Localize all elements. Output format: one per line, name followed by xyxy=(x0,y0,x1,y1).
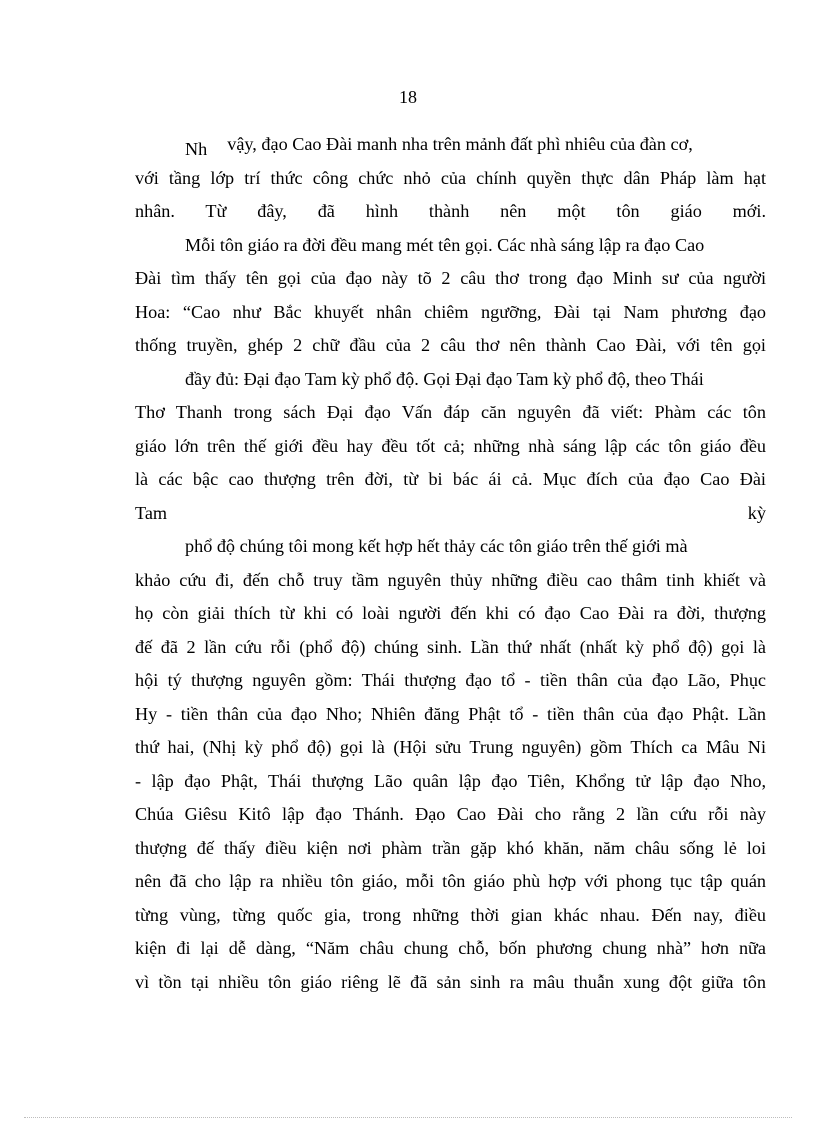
text-line: thứ hai, (Nhị kỳ phổ độ) gọi là (Hội sửu Trung nguyên) gồm Thích ca Mâu Ni xyxy=(135,737,766,757)
text-line: phổ độ chúng tôi mong kết hợp hết thảy các tôn giáo trên thế giới mà xyxy=(185,536,688,556)
text-line: Mỗi tôn giáo ra đời đều mang mét tên gọi. Các nhà sáng lập ra đạo Cao xyxy=(185,234,705,255)
text-line: Hoa: “Cao như Bắc khuyết nhân chiêm ngưỡng, Đài tại Nam phương đạo xyxy=(135,301,766,322)
page-number: 18 xyxy=(399,87,417,107)
text-line: thống truyền, ghép 2 chữ đầu của 2 câu thơ nên thành Cao Đài, với tên gọi xyxy=(135,335,766,355)
text-line: với tầng lớp trí thức công chức nhỏ của chính quyền thực dân Pháp làm hạt xyxy=(135,167,766,188)
text-fragment: vậy, đạo Cao Đài manh nha trên mảnh đất phì nhiêu của đàn cơ, xyxy=(227,134,693,154)
text-line: họ còn giải thích từ khi có loài người đến khi có đạo Cao Đài ra đời, thượng xyxy=(135,603,766,623)
page-bottom-divider xyxy=(24,1117,792,1118)
text-line: Hy - tiền thân của đạo Nho; Nhiên đăng Phật tổ - tiền thân của đạo Phật. Lần xyxy=(135,703,766,724)
text-line: hội tý thượng nguyên gồm: Thái thượng đạo tổ - tiền thân của đạo Lão, Phục xyxy=(135,670,766,690)
text-line: đầy đủ: Đại đạo Tam kỳ phổ độ. Gọi Đại đạo Tam kỳ phổ độ, theo Thái xyxy=(185,368,704,389)
text-fragment: Nh xyxy=(185,139,208,159)
text-line: đế đã 2 lần cứu rỗi (phổ độ) chúng sinh. Lần thứ nhất (nhất kỳ phổ độ) gọi là xyxy=(135,636,766,657)
text-line: từng vùng, từng quốc gia, trong những thời gian khác nhau. Đến nay, điều xyxy=(135,904,766,925)
text-line: Tam kỳ xyxy=(135,502,766,523)
text-line: vì tồn tại nhiều tôn giáo riêng lẽ đã sản sinh ra mâu thuẫn xung đột giữa tôn xyxy=(135,971,766,992)
text-line: nên đã cho lập ra nhiều tôn giáo, mỗi tôn giáo phù hợp với phong tục tập quán xyxy=(135,871,766,891)
body-text xyxy=(135,130,766,1001)
text-line: giáo lớn trên thế giới đều hay đều tốt cả; những nhà sáng lập các tôn giáo đều xyxy=(135,435,766,456)
text-line: Đài tìm thấy tên gọi của đạo này tõ 2 câu thơ trong đạo Minh sư của người xyxy=(135,268,766,288)
text-line: thượng đế thấy điều kiện nơi phàm trần gặp khó khăn, năm châu sống lẻ loi xyxy=(135,837,766,858)
text-line: Thơ Thanh trong sách Đại đạo Vấn đáp căn nguyên đã viết: Phàm các tôn xyxy=(135,402,766,422)
text-line: là các bậc cao thượng trên đời, từ bi bác ái cả. Mục đích của đạo Cao Đài xyxy=(135,469,766,489)
text-line: kiện đi lại dễ dàng, “Năm châu chung chỗ, bốn phương chung nhà” hơn nữa xyxy=(135,938,766,958)
text-line: nhân. Từ đây, đã hình thành nên một tôn giáo mới. xyxy=(135,201,766,221)
text-line: - lập đạo Phật, Thái thượng Lão quân lập đạo Tiên, Khổng tử lập đạo Nho, xyxy=(135,770,766,791)
text-line xyxy=(135,130,766,164)
text-line: khảo cứu đi, đến chỗ truy tầm nguyên thủy những điều cao thâm tinh khiết và xyxy=(135,569,766,590)
text-line: Chúa Giêsu Kitô lập đạo Thánh. Đạo Cao Đài cho rằng 2 lần cứu rỗi này xyxy=(135,804,766,824)
